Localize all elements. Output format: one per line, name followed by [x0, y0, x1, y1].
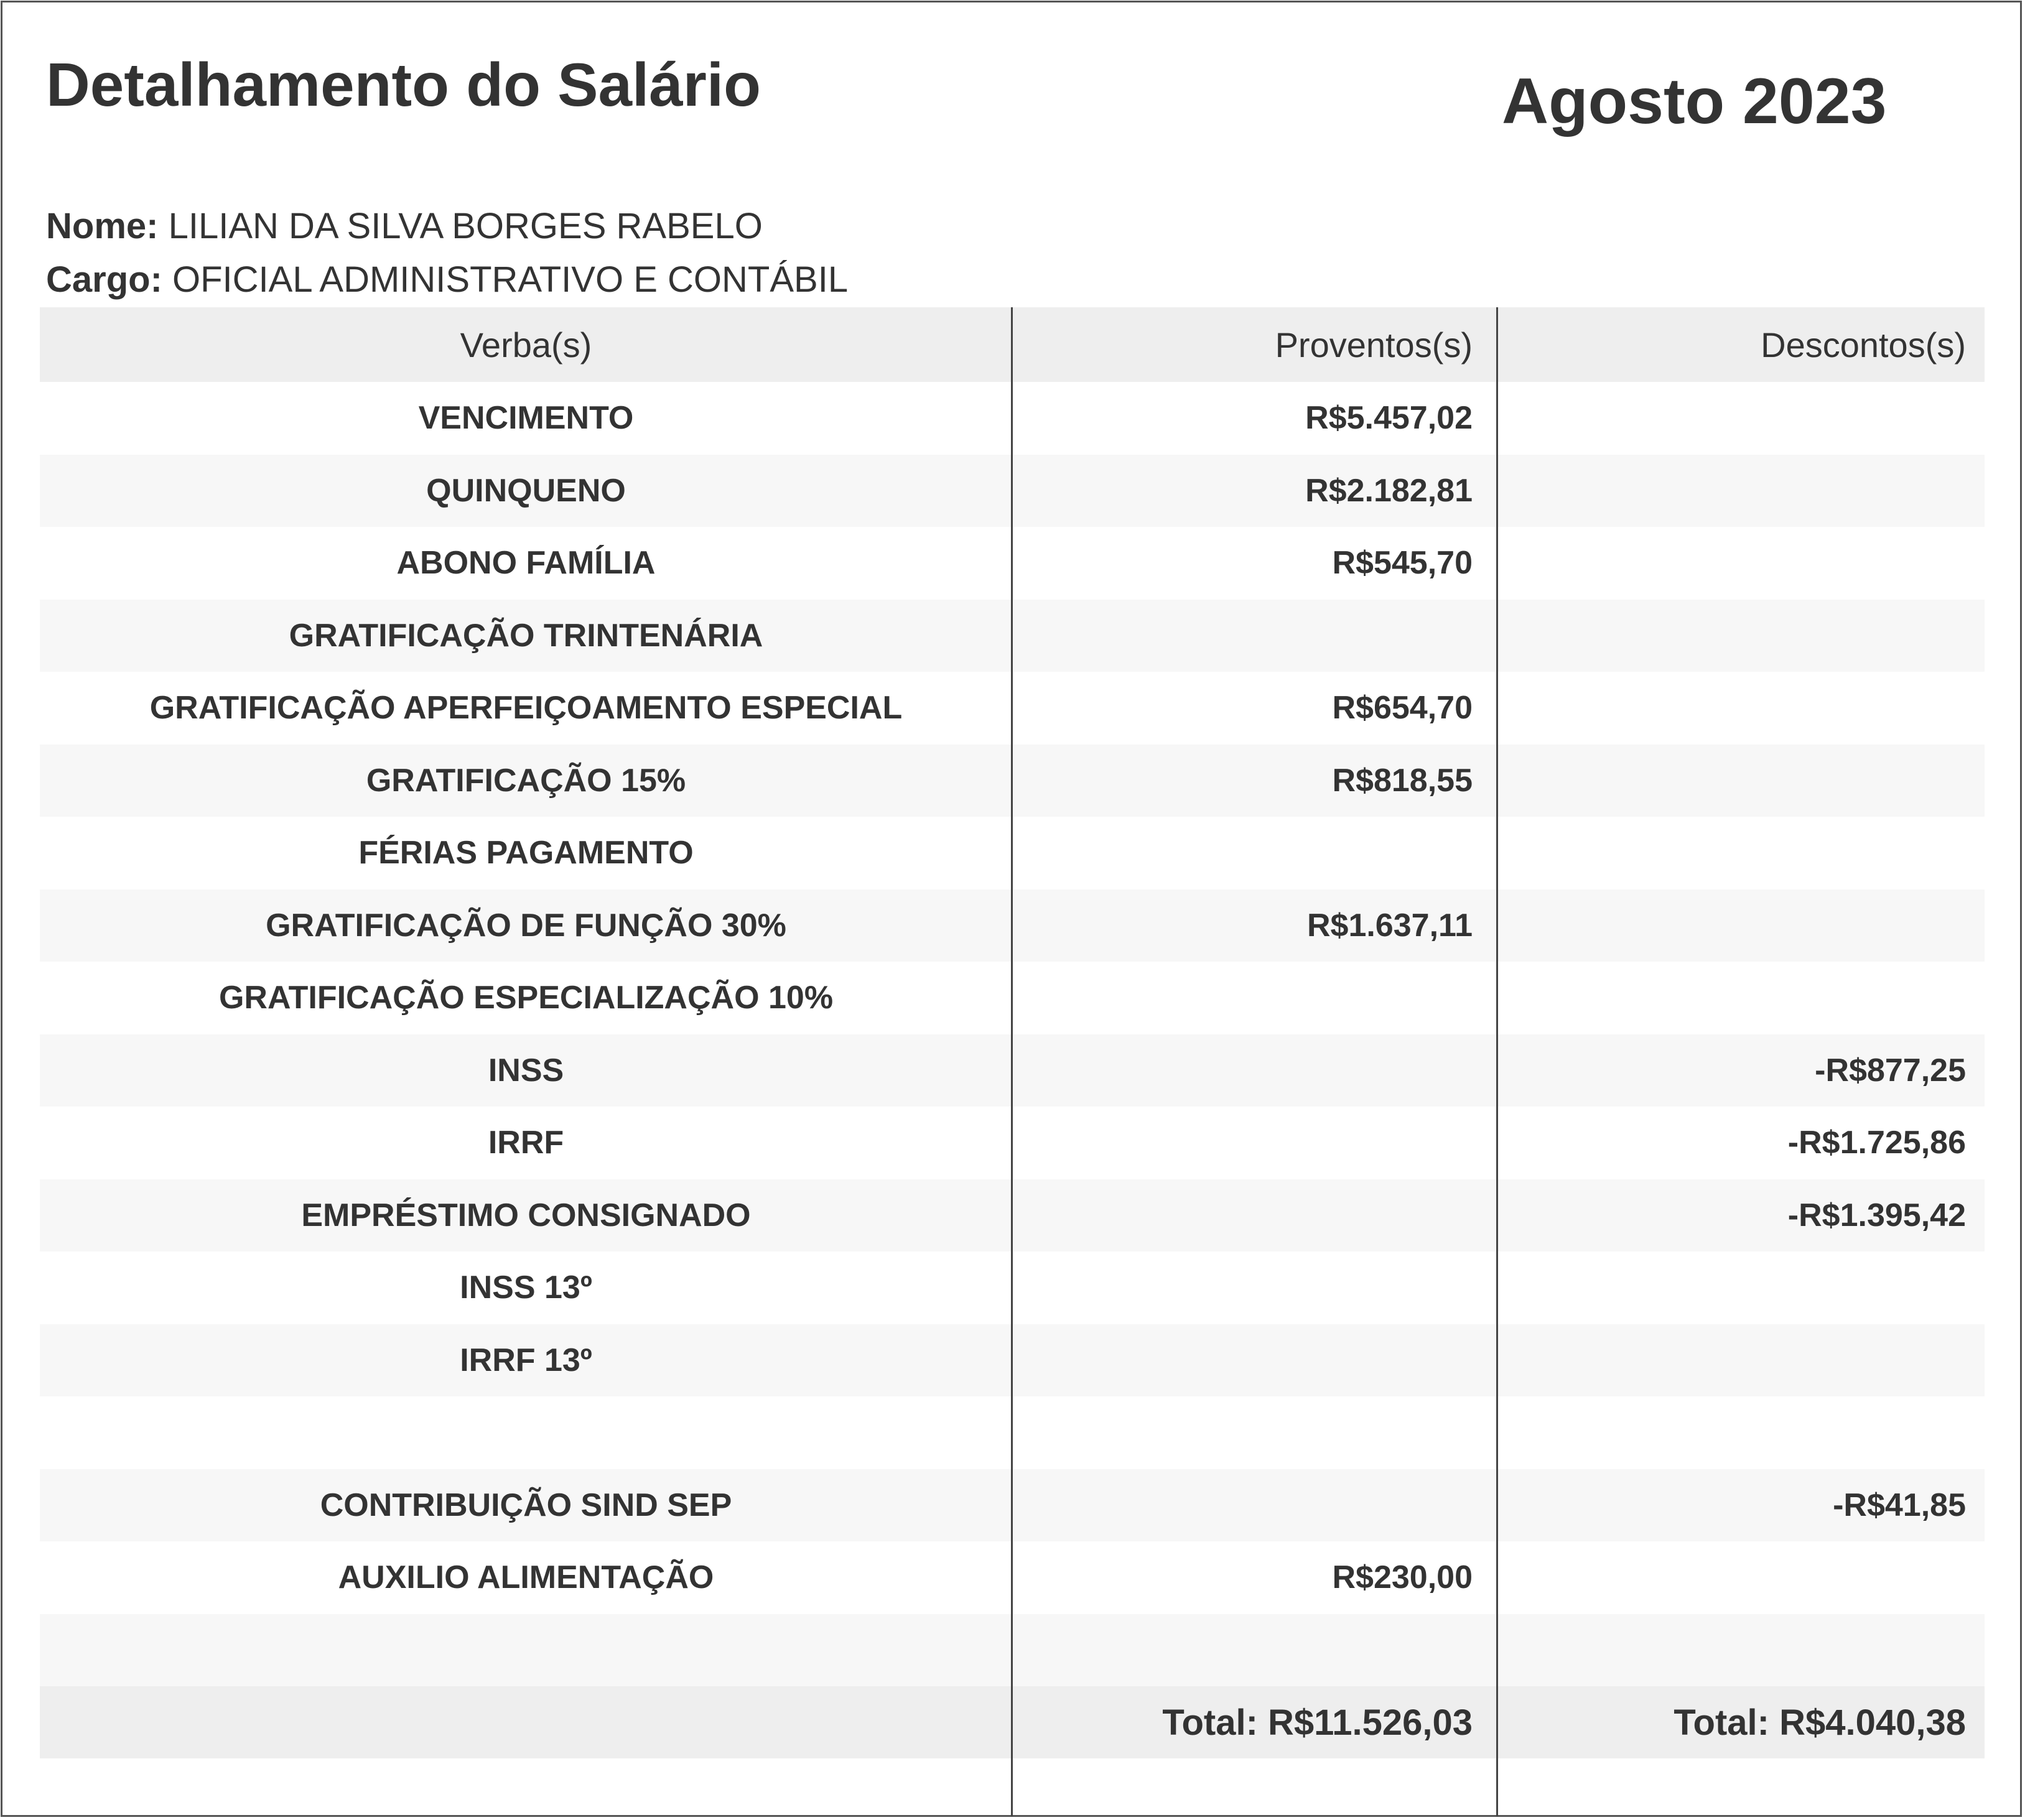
descontos-cell: [1497, 817, 1985, 889]
verba-cell: IRRF 13º: [460, 1342, 592, 1378]
descontos-cell: [1497, 1396, 1985, 1469]
descontos-cell: [1497, 672, 1985, 745]
proventos-cell: R$818,55: [1332, 762, 1473, 799]
proventos-cell: [1012, 1107, 1497, 1179]
descontos-cell: [1497, 600, 1985, 672]
role-label: Cargo:: [46, 259, 162, 300]
employee-name: LILIAN DA SILVA BORGES RABELO: [168, 206, 763, 246]
descontos-cell: [1497, 1614, 1985, 1687]
proventos-cell: R$230,00: [1332, 1559, 1473, 1596]
verba-cell: GRATIFICAÇÃO ESPECIALIZAÇÃO 10%: [218, 980, 834, 1016]
descontos-cell: [1497, 889, 1985, 962]
total-proventos: Total: R$11.526,03: [1162, 1702, 1473, 1743]
period-label: Agosto 2023: [1502, 65, 1887, 137]
verba-cell: QUINQUENO: [426, 472, 626, 509]
page-title: Detalhamento do Salário: [46, 50, 761, 119]
employee-role-line: [46, 259, 848, 300]
name-label: Nome:: [46, 206, 159, 246]
verba-cell: GRATIFICAÇÃO 15%: [366, 762, 686, 799]
descontos-cell: [1497, 527, 1985, 600]
verba-cell: EMPRÉSTIMO CONSIGNADO: [301, 1197, 751, 1233]
descontos-cell: [1497, 962, 1985, 1034]
column-divider-1: [1011, 307, 1013, 1816]
verba-cell: ABONO FAMÍLIA: [396, 545, 656, 582]
verba-cell: GRATIFICAÇÃO TRINTENÁRIA: [289, 617, 763, 654]
proventos-cell: [1012, 962, 1497, 1034]
verba-cell: [40, 1396, 1012, 1469]
proventos-cell: R$654,70: [1332, 690, 1473, 727]
proventos-cell: R$545,70: [1332, 545, 1473, 582]
header-proventos: Proventos(s): [1275, 325, 1473, 364]
verba-cell: INSS 13º: [460, 1270, 592, 1306]
verba-cell: FÉRIAS PAGAMENTO: [358, 835, 694, 871]
employee-name-line: [46, 205, 763, 247]
descontos-cell: [1497, 745, 1985, 817]
header-verba: Verba(s): [460, 325, 592, 364]
proventos-cell: R$2.182,81: [1305, 472, 1473, 509]
descontos-cell: [1497, 1251, 1985, 1324]
descontos-cell: [1497, 382, 1985, 455]
total-descontos: Total: R$4.040,38: [1674, 1702, 1966, 1743]
proventos-cell: [1012, 1396, 1497, 1469]
descontos-cell: [1497, 455, 1985, 527]
verba-cell: GRATIFICAÇÃO DE FUNÇÃO 30%: [266, 907, 786, 944]
proventos-cell: [1012, 1324, 1497, 1397]
header-descontos: Descontos(s): [1761, 325, 1966, 364]
descontos-cell: [1497, 1541, 1985, 1614]
verba-cell: AUXILIO ALIMENTAÇÃO: [338, 1559, 714, 1596]
column-divider-2: [1496, 307, 1498, 1816]
totals-label-cell: [40, 1686, 1012, 1758]
descontos-cell: -R$1.725,86: [1787, 1125, 1966, 1161]
descontos-cell: -R$41,85: [1833, 1487, 1966, 1523]
proventos-cell: R$1.637,11: [1306, 907, 1473, 944]
employee-role: OFICIAL ADMINISTRATIVO E CONTÁBIL: [172, 259, 849, 300]
descontos-cell: -R$877,25: [1815, 1052, 1966, 1089]
proventos-cell: [1012, 1179, 1497, 1252]
proventos-cell: [1012, 1614, 1497, 1687]
proventos-cell: [1012, 1251, 1497, 1324]
descontos-cell: [1497, 1324, 1985, 1397]
verba-cell: INSS: [488, 1052, 564, 1089]
proventos-cell: [1012, 1469, 1497, 1542]
proventos-cell: [1012, 600, 1497, 672]
proventos-cell: [1012, 1034, 1497, 1107]
proventos-cell: R$5.457,02: [1305, 400, 1473, 437]
verba-cell: CONTRIBUIÇÃO SIND SEP: [320, 1487, 732, 1523]
verba-cell: VENCIMENTO: [418, 400, 634, 437]
verba-cell: [40, 1614, 1012, 1687]
proventos-cell: [1012, 817, 1497, 889]
verba-cell: IRRF: [488, 1125, 564, 1161]
descontos-cell: -R$1.395,42: [1787, 1197, 1966, 1233]
verba-cell: GRATIFICAÇÃO APERFEIÇOAMENTO ESPECIAL: [149, 690, 903, 727]
